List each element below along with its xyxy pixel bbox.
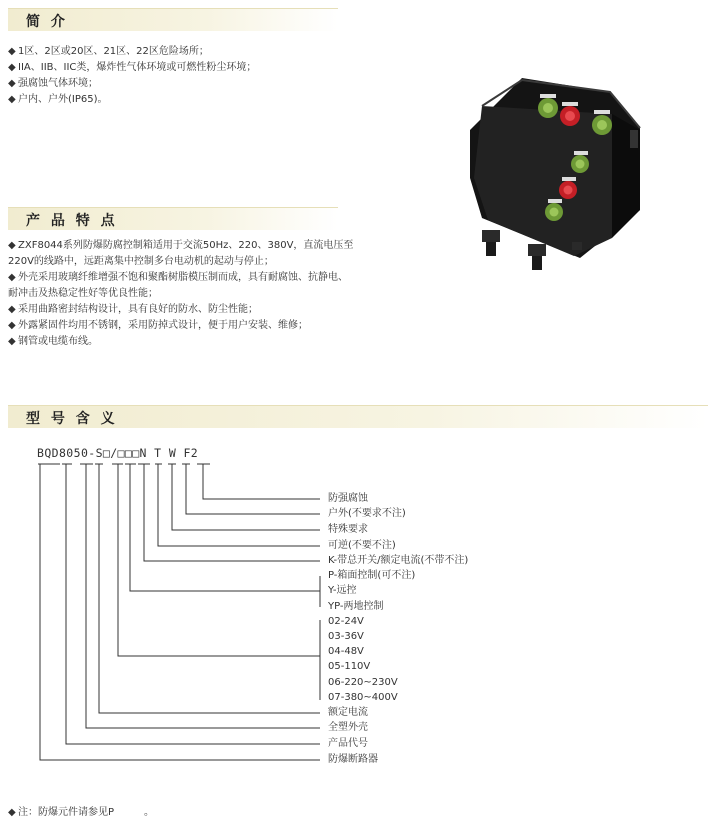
- list-item: ◆ 采用曲路密封结构设计，具有良好的防水、防尘性能；: [8, 302, 353, 318]
- list-item: ◆ 钢管或电缆布线。: [8, 334, 353, 350]
- model-label: Y-远控: [328, 585, 357, 596]
- model-label: YP-两地控制: [328, 601, 384, 612]
- intro-title: 简 介: [26, 14, 68, 30]
- model-label: 可逆(不要不注): [328, 540, 396, 551]
- model-label: 04-48V: [328, 646, 364, 657]
- model-label: 全塑外壳: [328, 722, 368, 733]
- list-item: 耐冲击及热稳定性好等优良性能；: [8, 288, 158, 299]
- model-label: 产品代号: [328, 738, 368, 749]
- model-label: 特殊要求: [328, 524, 368, 535]
- list-item: 220V的线路中，远距离集中控制多台电动机的起动与停止；: [8, 256, 274, 267]
- bullet-icon: ◆: [8, 336, 16, 347]
- bullet-icon: ◆: [8, 94, 16, 105]
- model-label: 07-380~400V: [328, 692, 398, 703]
- footnote-text: 注：防爆元件请参见P 。: [18, 807, 155, 818]
- list-item: ◆ ZXF8044系列防爆防腐控制箱适用于交流50Hz、220、380V，直流电压至: [8, 238, 353, 254]
- bullet-icon: ◆: [8, 304, 16, 315]
- model-label: 06-220~230V: [328, 677, 398, 688]
- list-item: ◆ 外露紧固件均用不锈钢，采用防掉式设计，便于用户安装、维修；: [8, 318, 353, 334]
- model-label: K-带总开关/额定电流(不带不注): [328, 555, 469, 566]
- list-item: ◆ 强腐蚀气体环境；: [8, 76, 256, 92]
- model-label: 户外(不要求不注): [328, 508, 406, 519]
- model-label: 防爆断路器: [328, 754, 378, 765]
- model-label: 02-24V: [328, 616, 364, 627]
- list-item: ◆ IIA、IIB、IIC类，爆炸性气体环境或可燃性粉尘环境；: [8, 60, 256, 76]
- bullet-icon: ◆: [8, 46, 16, 57]
- bullet-icon: ◆: [8, 807, 16, 818]
- model-label: 防强腐蚀: [328, 493, 368, 504]
- bullet-icon: ◆: [8, 62, 16, 73]
- list-item: ◆ 外壳采用玻璃纤维增强不饱和聚酯树脂模压制而成，具有耐腐蚀、抗静电、: [8, 270, 353, 286]
- model-label: 额定电流: [328, 707, 368, 718]
- model-title: 型 号 含 义: [26, 411, 118, 427]
- model-code: BQD8050-S□/□□□N T W F2: [37, 446, 199, 460]
- list-item: ◆ 1区、2区或20区、21区、22区危险场所；: [8, 44, 256, 60]
- bullet-icon: ◆: [8, 78, 16, 89]
- features-title: 产 品 特 点: [26, 213, 118, 229]
- model-label: 05-110V: [328, 661, 371, 672]
- bullet-icon: ◆: [8, 240, 16, 251]
- model-label: P-箱面控制(可不注): [328, 570, 416, 581]
- footnote: [8, 803, 154, 818]
- bullet-icon: ◆: [8, 320, 16, 331]
- model-label: 03-36V: [328, 631, 364, 642]
- bullet-icon: ◆: [8, 272, 16, 283]
- list-item: ◆ 户内、户外(IP65)。: [8, 92, 256, 108]
